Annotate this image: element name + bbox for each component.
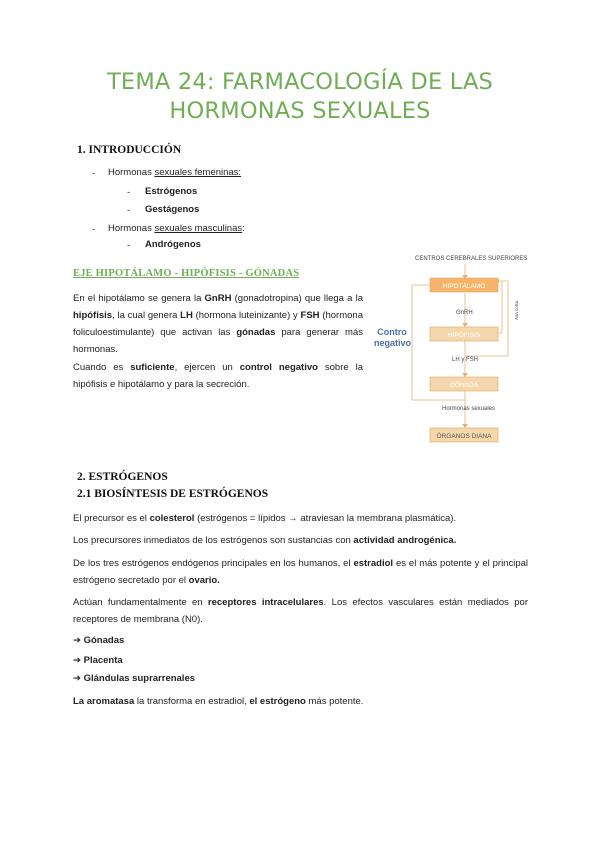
diagram-box-hipotalamo [430,278,498,292]
list-dash: - [92,168,96,179]
arrow-right-icon: ➔ [73,635,84,646]
hormone-axis-diagram [370,250,530,446]
arrow-label-hormonas: Hormonas sexuales [442,406,496,412]
title-line-2: HORMONAS SEXUALES [169,98,431,124]
svg-text:HIPÓFISIS: HIPÓFISIS [447,332,481,339]
svg-text:GÓNADA: GÓNADA [449,382,479,389]
list-item-female: Hormonas sexuales femeninas: [108,167,242,178]
male-hormones-link: sexuales masculinas [154,223,243,234]
page-title [0,68,600,126]
section-subheading-biosintesis: 2.1 BIOSÍNTESIS DE ESTRÓGENOS [77,488,269,500]
estrogenos-paragraph-3: De los tres estrógenos endógenos principales en los humanos, el estradiol es el más potente y el principal estrógeno secretado por el ovario. [73,558,528,586]
list-dash: - [127,205,131,216]
diagram-top-label: CENTROS CEREBRALES SUPERIORES [415,256,528,262]
estrogenos-paragraph-2: Los precursores inmediatos de los estrógenos son sustancias con actividad androgénica. [73,535,457,546]
arrow-label-lh-fsh: LH y FSH [452,357,479,363]
list-subitem: Gestágenos [145,204,200,215]
svg-text:HIPOTÁLAMO: HIPOTÁLAMO [442,283,486,290]
eje-paragraph-2: Cuando es suficiente, ejercen un control negativo sobre la hipófisis e hipotálamo y para la secreción. [73,362,363,390]
control-negativo-label: Contro negativo [374,327,412,348]
diagram-box-hipofisis [430,327,498,341]
diagram-box-organos-diana [430,428,498,442]
list-subitem: Andrógenos [145,239,201,250]
section-heading-estrogenos: 2. ESTRÓGENOS [77,471,168,483]
section-heading-introduccion: 1. INTRODUCCIÓN [77,144,182,156]
list-dash: - [92,224,96,235]
arrow-list-item: ➔ Gónadas [73,635,125,646]
arrow-right-icon: ➔ [73,655,84,666]
list-dash: - [127,187,131,198]
diagram-box-gonada [430,377,498,391]
section-heading-eje: EJE HIPOTÁLAMO - HIPÓFISIS - GÓNADAS [73,268,300,279]
list-dash: - [127,240,131,251]
list-item-male: Hormonas sexuales masculinas: [108,223,245,234]
arrow-label-gnrh: GnRH [456,310,473,316]
list-subitem: Estrógenos [145,186,198,197]
title-line-1: TEMA 24: FARMACOLOGÍA DE LAS [106,69,494,95]
estrogenos-paragraph-5: La aromatasa la transforma en estradiol, el estrógeno más potente. [73,696,364,707]
estrogenos-paragraph-1: El precursor es el colesterol (estrógenos = lípidos → atraviesan la membrana plasmática). [73,513,457,524]
svg-text:ÓRGANOS DIANA: ÓRGANOS DIANA [436,433,492,440]
eje-paragraph-1: En el hipotálamo se genera la GnRH (gonadotropina) que llega a la hipófisis, la cual genera LH (hormona luteinizante) y FSH (hormona foliculoestimulante) que activan las gónadas para generar más hormonas. [73,293,364,355]
arrow-list-item: ➔ Placenta [73,655,123,666]
female-hormones-link: sexuales femeninas: [154,167,242,178]
side-label-asa-corta: Asa corta [514,300,519,320]
arrow-list-item: ➔ Glándulas suprarrenales [73,673,196,684]
arrow-right-icon: ➔ [73,673,84,684]
estrogenos-paragraph-4: Actúan fundamentalmente en receptores intracelulares. Los efectos vasculares están mediados por receptores de membrana (N0). [73,597,528,625]
